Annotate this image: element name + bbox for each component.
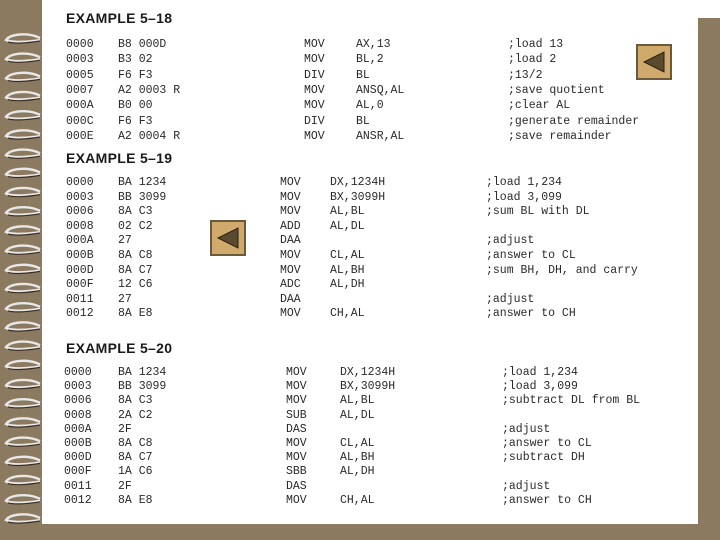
listing-addr: 0012 (66, 307, 94, 321)
listing-code: 2F (118, 422, 132, 436)
listing-op: ADC (280, 278, 301, 292)
listing-row (0, 380, 700, 394)
listing-code: 27 (118, 234, 132, 248)
listing-comment: ;load 3,099 (502, 380, 578, 394)
listing-comment: ;subtract DH (502, 451, 585, 465)
listing-addr: 0003 (66, 53, 94, 67)
listing-code: BB 3099 (118, 380, 167, 394)
listing-comment: ;save quotient (508, 83, 605, 97)
listing-args: BL (356, 68, 370, 82)
listing-args: AL,BH (340, 451, 375, 465)
listing-code: 1A C6 (118, 465, 153, 479)
listing-op: MOV (286, 451, 307, 465)
listing-addr: 000B (64, 437, 92, 450)
listing-args: CL,AL (340, 437, 375, 450)
listing-comment: ;sum BH, DH, and carry (486, 263, 638, 277)
listing-op: MOV (304, 129, 325, 143)
listing-addr: 0008 (66, 219, 94, 233)
spiral-coil (6, 342, 40, 350)
listing-op: MOV (280, 190, 301, 204)
listing-args: CH,AL (340, 493, 375, 507)
listing-row (0, 494, 700, 508)
listing-args: AL,DH (340, 465, 375, 479)
listing-comment: ;adjust (502, 479, 551, 493)
example-5-18-title: EXAMPLE 5–18 (66, 10, 173, 26)
listing-op: MOV (286, 380, 307, 394)
listing-addr: 000F (64, 465, 92, 479)
listing-op: MOV (280, 263, 301, 277)
listing-addr: 000B (66, 249, 94, 262)
listing-op: SBB (286, 465, 307, 479)
example-5-20-title: EXAMPLE 5–20 (66, 340, 173, 356)
listing-row (0, 130, 700, 144)
listing-op: MOV (280, 176, 301, 189)
listing-args: ANSQ,AL (356, 83, 405, 97)
listing-comment: ;sum BL with DL (486, 205, 590, 219)
listing-code: 2F (118, 479, 132, 493)
listing-op: DAA (280, 234, 301, 248)
listing-row (0, 69, 700, 83)
listing-addr: 0003 (64, 380, 92, 394)
spiral-coil (6, 322, 40, 330)
listing-row (0, 366, 700, 380)
listing-addr: 000E (66, 129, 94, 143)
listing-row (0, 38, 700, 52)
listing-args: AX,13 (356, 38, 391, 51)
back-button[interactable] (210, 220, 246, 256)
listing-row (0, 99, 700, 113)
listing-code: 8A E8 (118, 493, 153, 507)
listing-comment: ;load 3,099 (486, 190, 562, 204)
listing-args: AL,DL (340, 408, 375, 422)
listing-addr: 000F (66, 278, 94, 292)
listing-op: MOV (280, 249, 301, 262)
listing-addr: 0005 (66, 68, 94, 82)
listing-comment: ;clear AL (508, 99, 571, 113)
listing-addr: 000C (66, 114, 94, 128)
listing-code: B8 000D (118, 38, 167, 51)
listing-row (0, 394, 700, 408)
listing-comment: ;adjust (502, 422, 551, 436)
listing-row (0, 84, 700, 98)
listing-args: AL,0 (356, 99, 384, 113)
listing-addr: 0011 (64, 479, 92, 493)
listing-op: MOV (304, 99, 325, 113)
left-triangle-icon (216, 226, 240, 250)
listing-comment: ;answer to CL (486, 249, 576, 262)
listing-comment: ;adjust (486, 292, 535, 306)
listing-code: 8A C7 (118, 451, 153, 465)
listing-args: BL (356, 114, 370, 128)
listing-row (0, 278, 700, 292)
listing-comment: ;load 1,234 (486, 176, 562, 189)
listing-row (0, 191, 700, 205)
listing-comment: ;adjust (486, 234, 535, 248)
listing-code: BB 3099 (118, 190, 167, 204)
listing-row (0, 176, 700, 190)
listing-addr: 0000 (64, 366, 92, 379)
listing-code: 12 C6 (118, 278, 153, 292)
listing-comment: ;load 1,234 (502, 366, 578, 379)
listing-args: AL,DH (330, 278, 365, 292)
listing-row (0, 293, 700, 307)
listing-code: BA 1234 (118, 176, 167, 189)
listing-comment: ;13/2 (508, 68, 543, 82)
listing-op: MOV (280, 307, 301, 321)
listing-comment: ;answer to CL (502, 437, 592, 450)
listing-op: MOV (286, 493, 307, 507)
listing-op: MOV (304, 83, 325, 97)
listing-addr: 0003 (66, 190, 94, 204)
listing-row (0, 220, 700, 234)
listing-code: 8A C8 (118, 249, 153, 262)
listing-code: 8A C8 (118, 437, 153, 450)
listing-code: 02 C2 (118, 219, 153, 233)
listing-comment: ;generate remainder (508, 114, 640, 128)
listing-row (0, 437, 700, 451)
listing-args: AL,BH (330, 263, 365, 277)
spiral-coil (6, 150, 40, 158)
listing-op: MOV (280, 205, 301, 219)
listing-comment: ;subtract DL from BL (502, 394, 641, 408)
listing-row (0, 115, 700, 129)
listing-op: MOV (304, 53, 325, 67)
listing-addr: 0006 (66, 205, 94, 219)
page-edge (698, 0, 720, 18)
listing-op: DIV (304, 68, 325, 82)
listing-code: 8A C7 (118, 263, 153, 277)
previous-slide-button[interactable] (636, 44, 672, 80)
listing-row (0, 264, 700, 278)
listing-addr: 0000 (66, 38, 94, 51)
listing-comment: ;save remainder (508, 129, 612, 143)
listing-op: MOV (286, 394, 307, 408)
listing-addr: 0011 (66, 292, 94, 306)
listing-addr: 0007 (66, 83, 94, 97)
listing-code: 8A E8 (118, 307, 153, 321)
listing-code: A2 0003 R (118, 83, 181, 97)
listing-args: DX,1234H (340, 366, 396, 379)
listing-args: DX,1234H (330, 176, 386, 189)
listing-code: 8A C3 (118, 394, 153, 408)
listing-row (0, 465, 700, 479)
listing-args: BX,3099H (340, 380, 396, 394)
listing-code: B0 00 (118, 99, 153, 113)
listing-code: A2 0004 R (118, 129, 181, 143)
listing-row (0, 234, 700, 248)
listing-args: CH,AL (330, 307, 365, 321)
listing-row (0, 53, 700, 67)
listing-args: AL,DL (330, 219, 365, 233)
listing-args: CL,AL (330, 249, 365, 262)
listing-code: B3 02 (118, 53, 153, 67)
spiral-coil (6, 514, 40, 522)
listing-row (0, 451, 700, 465)
listing-args: AL,BL (340, 394, 375, 408)
left-triangle-icon (642, 50, 666, 74)
listing-code: 8A C3 (118, 205, 153, 219)
listing-op: SUB (286, 408, 307, 422)
listing-comment: ;load 2 (508, 53, 557, 67)
listing-op: MOV (304, 38, 325, 51)
listing-comment: ;answer to CH (502, 493, 592, 507)
listing-addr: 000A (64, 422, 92, 436)
listing-code: 27 (118, 292, 132, 306)
listing-addr: 0012 (64, 493, 92, 507)
listing-row (0, 409, 700, 423)
listing-code: F6 F3 (118, 68, 153, 82)
listing-op: MOV (286, 366, 307, 379)
listing-row (0, 205, 700, 219)
listing-args: AL,BL (330, 205, 365, 219)
listing-args: BL,2 (356, 53, 384, 67)
listing-op: DAS (286, 479, 307, 493)
listing-row (0, 480, 700, 494)
listing-addr: 000D (66, 263, 94, 277)
listing-comment: ;load 13 (508, 38, 564, 51)
listing-args: BX,3099H (330, 190, 386, 204)
listing-addr: 000A (66, 99, 94, 113)
listing-op: DAA (280, 292, 301, 306)
listing-row (0, 307, 700, 321)
listing-addr: 000A (66, 234, 94, 248)
listing-op: DAS (286, 422, 307, 436)
listing-code: BA 1234 (118, 366, 167, 379)
listing-code: 2A C2 (118, 408, 153, 422)
listing-code: F6 F3 (118, 114, 153, 128)
listing-op: MOV (286, 437, 307, 450)
listing-args: ANSR,AL (356, 129, 405, 143)
listing-addr: 000D (64, 451, 92, 465)
listing-addr: 0000 (66, 176, 94, 189)
listing-row (0, 423, 700, 437)
listing-comment: ;answer to CH (486, 307, 576, 321)
listing-op: DIV (304, 114, 325, 128)
listing-addr: 0008 (64, 408, 92, 422)
example-5-19-title: EXAMPLE 5–19 (66, 150, 173, 166)
listing-addr: 0006 (64, 394, 92, 408)
listing-op: ADD (280, 219, 301, 233)
listing-row (0, 249, 700, 263)
